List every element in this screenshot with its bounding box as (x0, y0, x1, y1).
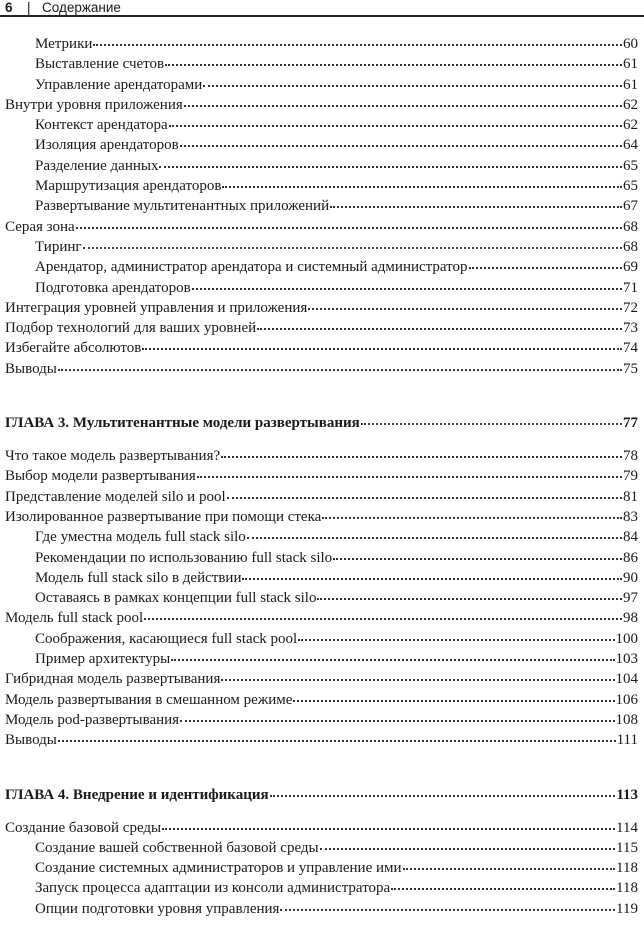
toc-section-entry[interactable] (5, 487, 638, 507)
entry-page-number: 74 (623, 340, 638, 357)
dot-leader (308, 307, 622, 310)
entry-page-number: 62 (623, 117, 638, 134)
toc-section-entry[interactable] (5, 318, 638, 338)
dot-leader (227, 496, 622, 499)
dot-leader (320, 847, 615, 850)
entry-title: Маршрутизация арендаторов (35, 178, 222, 195)
toc-section-entry[interactable] (5, 710, 638, 730)
dot-leader (330, 205, 622, 208)
dot-leader (257, 327, 622, 330)
dot-leader (469, 266, 622, 269)
dot-leader (242, 577, 622, 580)
entry-title: Пример архитектуры (35, 651, 171, 668)
chapter-spacer (5, 379, 638, 412)
chapter-title: ГЛАВА 4. Внедрение и идентификация (5, 786, 269, 803)
entry-page-number: 69 (623, 259, 638, 276)
entry-title: Где уместна модель full stack silo (35, 529, 246, 546)
entry-title: Избегайте абсолютов (5, 340, 142, 357)
dot-leader (159, 165, 622, 168)
entry-title: Серая зона (5, 218, 75, 235)
toc-subsection-entry[interactable] (5, 115, 638, 135)
entry-page-number: 103 (615, 651, 638, 668)
entry-title: Разделение данных (35, 157, 159, 174)
entry-page-number: 119 (616, 900, 638, 917)
dot-leader (391, 887, 615, 890)
chapter-spacer (5, 806, 638, 818)
entry-page-number: 86 (623, 549, 638, 566)
toc-section-entry[interactable] (5, 298, 638, 318)
toc-subsection-entry[interactable] (5, 838, 638, 858)
entry-page-number: 81 (623, 488, 638, 505)
toc-section-entry[interactable] (5, 669, 638, 689)
entry-title: Внутри уровня приложения (5, 96, 183, 113)
chapter-spacer (5, 434, 638, 446)
dot-leader (270, 794, 616, 797)
entry-page-number: 67 (623, 198, 638, 215)
entry-page-number: 104 (615, 671, 638, 688)
entry-page-number: 64 (623, 137, 638, 154)
toc-section-entry[interactable] (5, 466, 638, 486)
toc-subsection-entry[interactable] (5, 278, 638, 298)
entry-title: Представление моделей silo и pool (5, 488, 226, 505)
toc-section-entry[interactable] (5, 217, 638, 237)
dot-leader (58, 368, 622, 371)
dot-leader (93, 43, 622, 46)
entry-page-number: 118 (616, 880, 638, 897)
entry-title: Запуск процесса адаптации из консоли администратора (35, 880, 391, 897)
entry-page-number: 106 (615, 691, 638, 708)
toc-subsection-entry[interactable] (5, 527, 638, 547)
entry-page-number: 98 (623, 610, 638, 627)
dot-leader (280, 908, 615, 911)
entry-title: Управление арендаторами (35, 76, 203, 93)
toc-subsection-entry[interactable] (5, 568, 638, 588)
toc-subsection-entry[interactable] (5, 629, 638, 649)
dot-leader (221, 678, 614, 681)
toc-subsection-entry[interactable] (5, 649, 638, 669)
dot-leader (180, 144, 622, 147)
entry-page-number: 83 (623, 508, 638, 525)
entry-title: Контекст арендатора (35, 117, 168, 134)
toc-subsection-entry[interactable] (5, 54, 638, 74)
entry-title: Создание вашей собственной базовой среды (35, 839, 319, 856)
toc-section-entry[interactable] (5, 818, 638, 838)
dot-leader (184, 104, 622, 107)
entry-page-number: 90 (623, 569, 638, 586)
entry-title: Опции подготовки уровня управления (35, 900, 280, 917)
toc-subsection-entry[interactable] (5, 156, 638, 176)
dot-leader (58, 739, 616, 742)
page-number: 6 (5, 0, 13, 15)
dot-leader (180, 719, 614, 722)
toc-section-entry[interactable] (5, 446, 638, 466)
entry-title: Изоляция арендаторов (35, 137, 179, 154)
entry-title: Выбор модели развертывания (5, 468, 196, 485)
toc-chapter-heading[interactable] (5, 784, 638, 806)
dot-leader (293, 699, 614, 702)
entry-page-number: 115 (616, 839, 638, 856)
entry-page-number: 118 (616, 860, 638, 877)
dot-leader (192, 287, 622, 290)
table-of-contents (5, 34, 638, 919)
toc-section-entry[interactable] (5, 338, 638, 358)
entry-title: Выводы (5, 732, 57, 749)
toc-section-entry[interactable] (5, 608, 638, 628)
entry-title: Что такое модель развертывания? (5, 448, 221, 465)
toc-subsection-entry[interactable] (5, 237, 638, 257)
entry-title: Модель развертывания в смешанном режиме (5, 691, 293, 708)
toc-subsection-entry[interactable] (5, 548, 638, 568)
dot-leader (317, 597, 622, 600)
dot-leader (361, 422, 622, 425)
toc-section-entry[interactable] (5, 507, 638, 527)
entry-title: Создание системных администраторов и управление ими (35, 860, 402, 877)
entry-page-number: 65 (623, 157, 638, 174)
entry-page-number: 61 (623, 76, 638, 93)
dot-leader (298, 638, 614, 641)
entry-title: Выводы (5, 360, 57, 377)
entry-page-number: 68 (623, 218, 638, 235)
toc-chapter-heading[interactable] (5, 412, 638, 434)
toc-subsection-entry[interactable] (5, 858, 638, 878)
dot-leader (403, 867, 616, 870)
entry-title: Модель full stack silo в действии (35, 569, 242, 586)
toc-subsection-entry[interactable] (5, 34, 638, 54)
entry-title: Интеграция уровней управления и приложения (5, 299, 308, 316)
entry-title: Рекомендации по использованию full stack silo (35, 549, 333, 566)
toc-subsection-entry[interactable] (5, 878, 638, 898)
entry-title: Оставаясь в рамках концепции full stack silo (35, 590, 317, 607)
entry-title: Выставление счетов (35, 56, 165, 73)
entry-page-number: 100 (615, 630, 638, 647)
toc-subsection-entry[interactable] (5, 75, 638, 95)
header-title: Содержание (42, 0, 121, 15)
entry-title: Создание базовой среды (5, 819, 162, 836)
entry-page-number: 78 (623, 448, 638, 465)
entry-title: Тиринг (35, 238, 82, 255)
toc-section-entry[interactable] (5, 690, 638, 710)
entry-title: Модель pod-развертывания (5, 711, 180, 728)
entry-page-number: 68 (623, 238, 638, 255)
dot-leader (247, 536, 622, 539)
entry-page-number: 62 (623, 96, 638, 113)
dot-leader (333, 557, 622, 560)
toc-subsection-entry[interactable] (5, 196, 638, 216)
chapter-page-number: 77 (623, 415, 638, 432)
chapter-spacer (5, 751, 638, 784)
dot-leader (197, 475, 622, 478)
toc-subsection-entry[interactable] (5, 135, 638, 155)
entry-title: Подбор технологий для ваших уровней (5, 320, 257, 337)
toc-subsection-entry[interactable] (5, 176, 638, 196)
entry-title: Модель full stack pool (5, 610, 144, 627)
toc-section-entry[interactable] (5, 95, 638, 115)
dot-leader (203, 84, 622, 87)
entry-page-number: 72 (623, 299, 638, 316)
entry-page-number: 61 (623, 56, 638, 73)
running-header (0, 0, 644, 17)
entry-page-number: 60 (623, 36, 638, 52)
entry-page-number: 79 (623, 468, 638, 485)
dot-leader (169, 124, 622, 127)
entry-page-number: 75 (623, 360, 638, 377)
entry-title: Подготовка арендаторов (35, 279, 191, 296)
entry-page-number: 111 (616, 732, 638, 749)
entry-page-number: 65 (623, 178, 638, 195)
entry-title: Арендатор, администратор арендатора и системный администратор (35, 259, 468, 276)
entry-page-number: 114 (616, 819, 638, 836)
entry-title: Метрики (35, 36, 93, 52)
chapter-page-number: 113 (616, 786, 638, 803)
dot-leader (162, 827, 615, 830)
entry-page-number: 84 (623, 529, 638, 546)
dot-leader (222, 185, 622, 188)
dot-leader (144, 617, 622, 620)
entry-page-number: 73 (623, 320, 638, 337)
entry-page-number: 108 (615, 711, 638, 728)
dot-leader (322, 516, 622, 519)
header-separator: | (27, 0, 31, 15)
toc-subsection-entry[interactable] (5, 588, 638, 608)
entry-title: Гибридная модель развертывания (5, 671, 221, 688)
entry-page-number: 97 (623, 590, 638, 607)
toc-subsection-entry[interactable] (5, 257, 638, 277)
toc-section-entry[interactable] (5, 359, 638, 379)
dot-leader (83, 246, 622, 249)
entry-title: Изолированное развертывание при помощи стека (5, 508, 322, 525)
dot-leader (221, 455, 622, 458)
dot-leader (76, 226, 622, 229)
dot-leader (142, 347, 622, 350)
dot-leader (165, 63, 622, 66)
toc-section-entry[interactable] (5, 730, 638, 750)
toc-subsection-entry[interactable] (5, 899, 638, 919)
dot-leader (171, 658, 614, 661)
entry-title: Соображения, касающиеся full stack pool (35, 630, 298, 647)
chapter-title: ГЛАВА 3. Мультитенантные модели развертывания (5, 415, 360, 432)
entry-page-number: 71 (623, 279, 638, 296)
entry-title: Развертывание мультитенантных приложений (35, 198, 330, 215)
